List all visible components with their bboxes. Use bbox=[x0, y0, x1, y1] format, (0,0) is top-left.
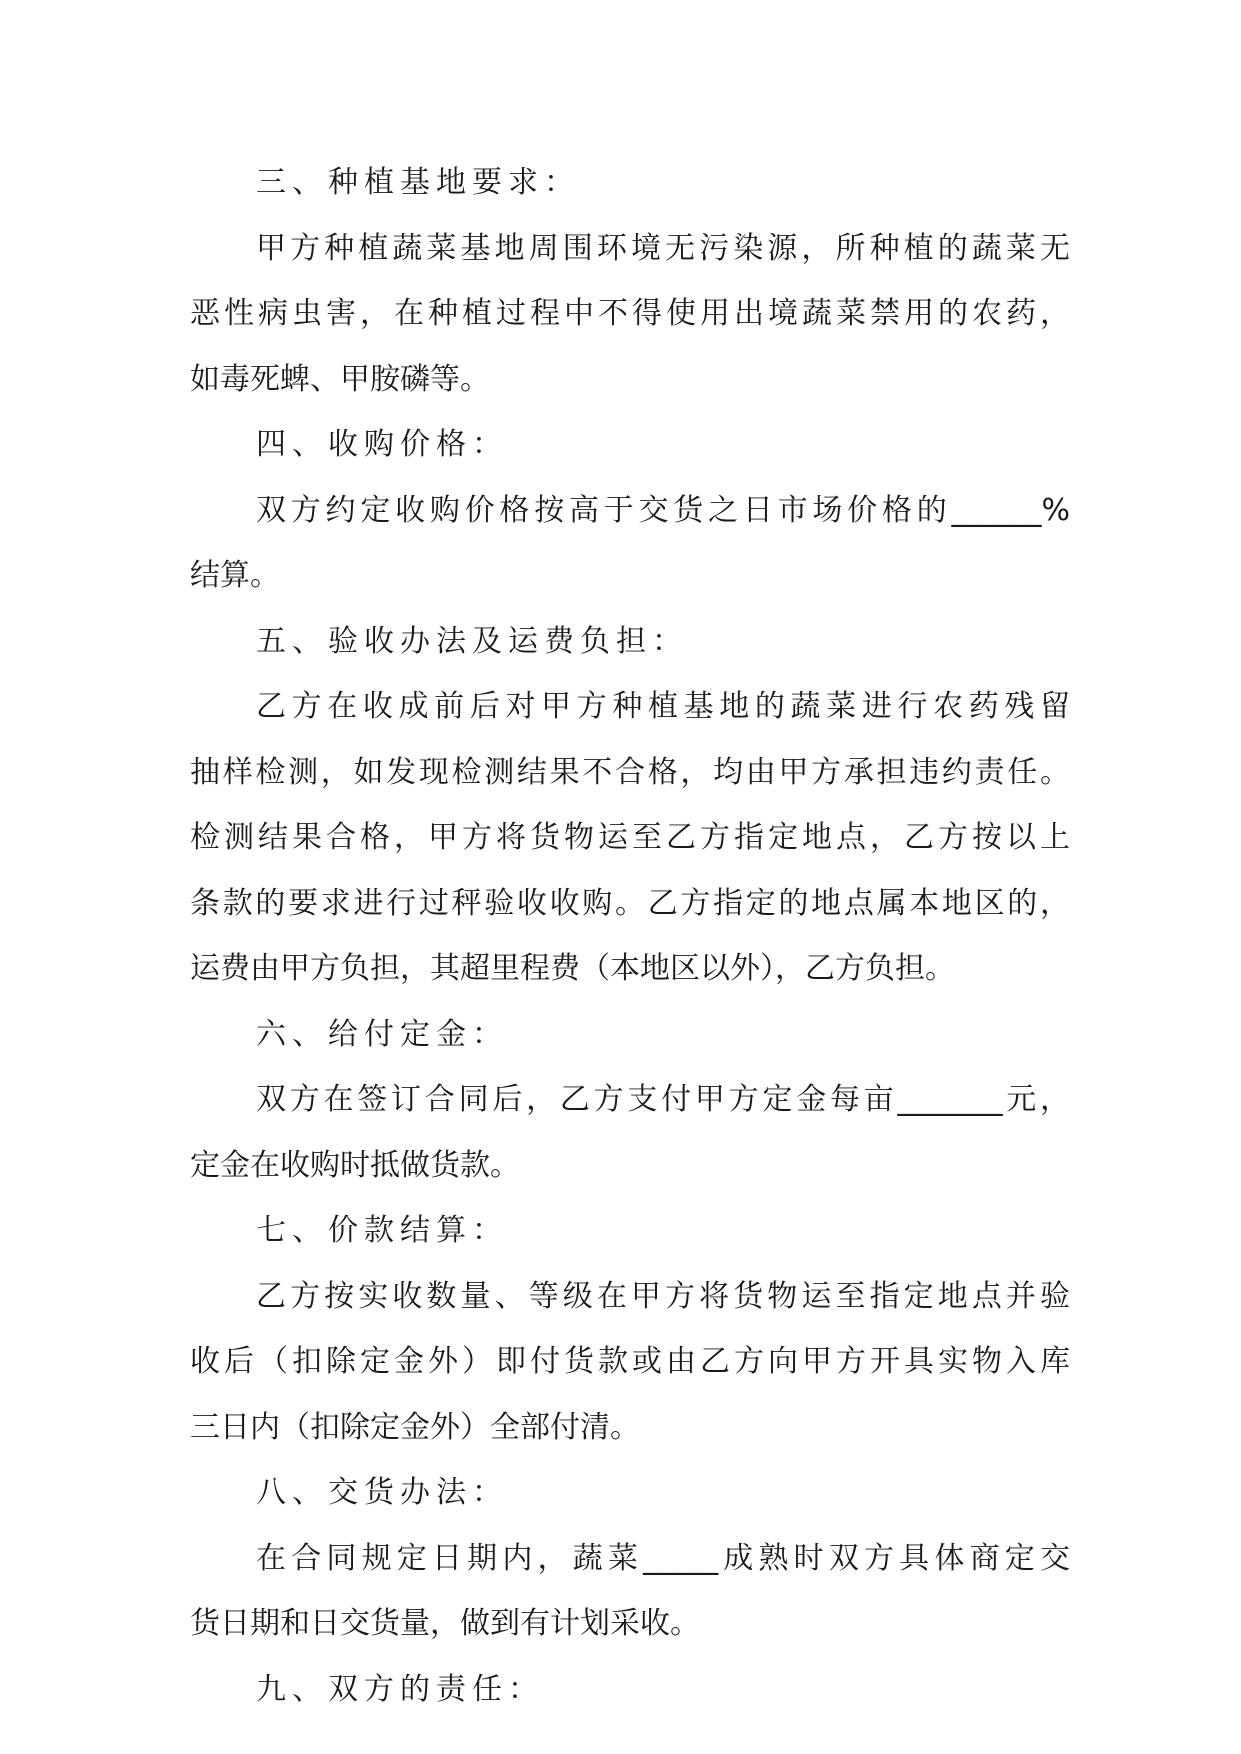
body-line: 双方约定收购价格按高于交货之日市场价格的______% bbox=[256, 492, 1070, 528]
section-body-7 bbox=[190, 1264, 1070, 1461]
section-body-4 bbox=[190, 478, 1070, 609]
body-line: 运费由甲方负担，其超里程费（本地区以外），乙方负担。 bbox=[190, 951, 955, 986]
section-heading-8: 八、交货办法： bbox=[256, 1475, 508, 1510]
document-page bbox=[190, 150, 1070, 1722]
section-heading-6: 六、给付定金： bbox=[256, 1016, 508, 1052]
body-line: 恶性病虫害，在种植过程中不得使用出境蔬菜禁用的农药， bbox=[190, 296, 1070, 331]
section-heading-9: 九、双方的责任： bbox=[256, 1671, 544, 1707]
section-body-5 bbox=[190, 674, 1070, 1002]
body-line: 抽样检测，如发现检测结果不合格，均由甲方承担违约责任。 bbox=[190, 754, 1070, 790]
body-line: 乙方在收成前后对甲方种植基地的蔬菜进行农药残留 bbox=[256, 689, 1070, 724]
body-line: 结算。 bbox=[190, 558, 280, 593]
section-heading-3: 三、种植基地要求： bbox=[256, 165, 580, 200]
body-line: 收后（扣除定金外）即付货款或由乙方向甲方开具实物入库 bbox=[190, 1344, 1070, 1379]
body-line: 乙方按实收数量、等级在甲方将货物运至指定地点并验 bbox=[256, 1278, 1070, 1314]
body-line: 条款的要求进行过秤验收收购。乙方指定的地点属本地区的， bbox=[190, 885, 1070, 921]
body-line: 货日期和日交货量，做到有计划采收。 bbox=[190, 1606, 700, 1641]
section-heading-5: 五、验收办法及运费负担： bbox=[256, 623, 688, 659]
body-line: 如毒死蜱、甲胺磷等。 bbox=[190, 361, 490, 397]
body-line: 在合同规定日期内，蔬菜_____成熟时双方具体商定交 bbox=[256, 1540, 1070, 1576]
body-line: 双方在签订合同后，乙方支付甲方定金每亩_______元， bbox=[256, 1082, 1070, 1117]
section-heading-4: 四、收购价格： bbox=[256, 427, 508, 462]
section-heading-7: 七、价款结算： bbox=[256, 1213, 508, 1248]
body-line: 三日内（扣除定金外）全部付清。 bbox=[190, 1409, 640, 1445]
section-body-3 bbox=[190, 216, 1070, 413]
body-line: 甲方种植蔬菜基地周围环境无污染源，所种植的蔬菜无 bbox=[256, 230, 1070, 266]
section-body-6 bbox=[190, 1067, 1070, 1198]
body-line: 检测结果合格，甲方将货物运至乙方指定地点，乙方按以上 bbox=[190, 820, 1070, 855]
section-body-8 bbox=[190, 1526, 1070, 1657]
body-line: 定金在收购时抵做货款。 bbox=[190, 1147, 520, 1183]
